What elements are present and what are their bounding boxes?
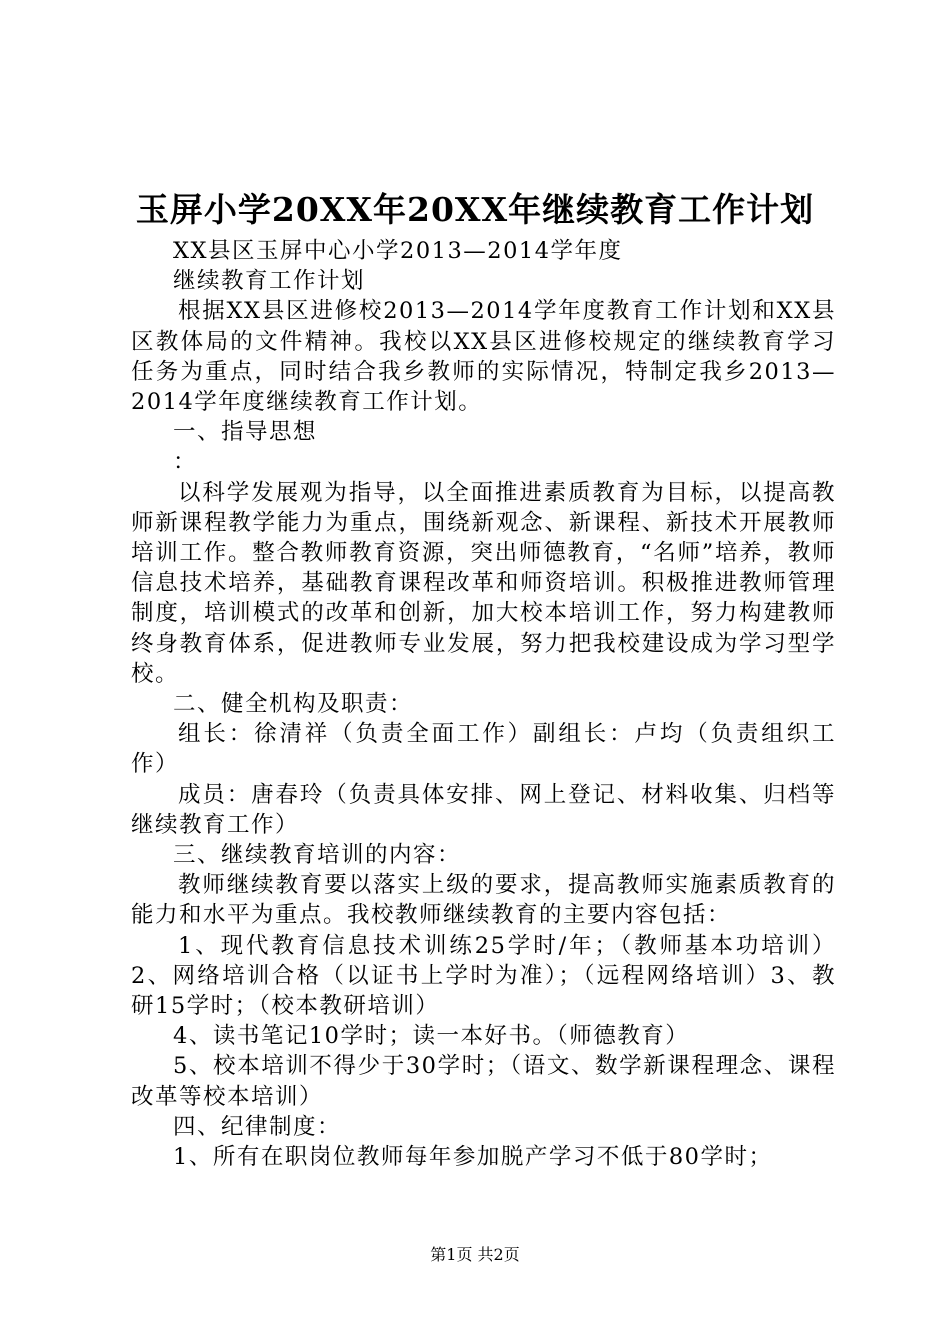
page-footer: 第1页 共2页 bbox=[430, 1245, 520, 1264]
section-heading-2: 二、健全机构及职责： bbox=[173, 691, 414, 718]
subtitle-line: 继续教育工作计划 bbox=[173, 268, 366, 295]
member-paragraph: 成员：唐春玲（负责具体安排、网上登记、材料收集、归档等继续教育工作） bbox=[131, 781, 836, 838]
section-heading-4: 四、纪律制度： bbox=[173, 1113, 342, 1140]
colon-line: ： bbox=[173, 449, 198, 476]
list-item: 1、现代教育信息技术训练25学时/年；（教师基本功培训）2、网络培训合格（以证书上学时为准）；（远程网络培训）3、教研15学时；（校本教研培训） bbox=[131, 932, 836, 1020]
intro-paragraph: 根据XX县区进修校2013—2014学年度教育工作计划和XX县区教体局的文件精神。我校以XX县区进修校规定的继续教育学习任务为重点，同时结合我乡教师的实际情况，特制定我乡2013—2014学年度继续教育工作计划。 bbox=[131, 298, 836, 416]
document-title: 玉屏小学20XX年20XX年继续教育工作计划 bbox=[135, 190, 815, 229]
guiding-paragraph: 以科学发展观为指导，以全面推进素质教育为目标，以提高教师新课程教学能力为重点，围绕新观念、新课程、新技术开展教师培训工作。整合教师教育资源，突出师德教育，“名师”培养，教师信息技术培养，基础教育课程改革和师资培训。积极推进教师管理制度，培训模式的改革和创新，加大校本培训工作，努力构建教师终身教育体系，促进教师专业发展，努力把我校建设成为学习型学校。 bbox=[131, 479, 836, 687]
list-item: 1、所有在职岗位教师每年参加脱产学习不低于80学时； bbox=[173, 1144, 773, 1171]
content-paragraph: 教师继续教育要以落实上级的要求，提高教师实施素质教育的能力和水平为重点。我校教师继续教育的主要内容包括： bbox=[131, 872, 836, 929]
section-heading-3: 三、继续教育培训的内容： bbox=[173, 842, 462, 869]
school-line: XX县区玉屏中心小学2013—2014学年度 bbox=[173, 238, 623, 264]
leader-paragraph: 组长：徐清祥（负责全面工作）副组长：卢均（负责组织工作） bbox=[131, 721, 836, 778]
document-body bbox=[131, 236, 836, 1172]
section-heading-1: 一、指导思想 bbox=[173, 419, 318, 446]
list-item: 5、校本培训不得少于30学时；（语文、数学新课程理念、课程改革等校本培训） bbox=[131, 1053, 836, 1110]
list-item: 4、读书笔记10学时；读一本好书。（师德教育） bbox=[173, 1023, 690, 1050]
